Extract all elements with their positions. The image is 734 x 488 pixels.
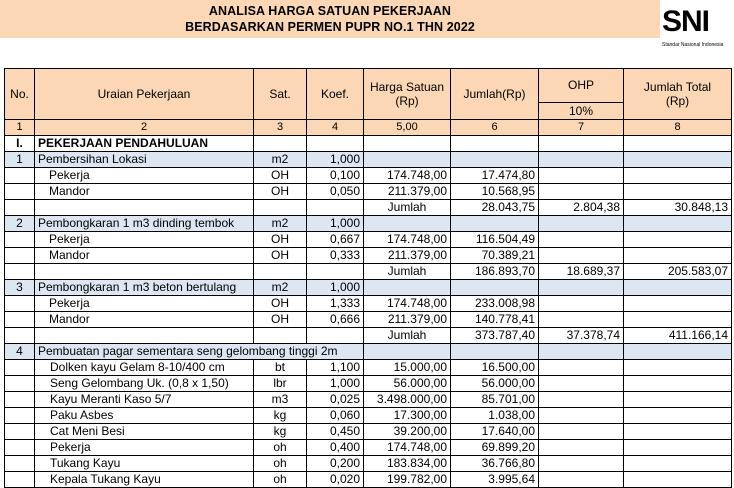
sni-logo-caption: Standar Nasional Indonesia (662, 42, 724, 48)
item-koef: 0,100 (307, 168, 364, 184)
group-sat: m2 (254, 216, 307, 232)
total-ohp: 2.804,38 (539, 200, 624, 216)
item-row (5, 392, 732, 408)
item-sat: OH (254, 312, 307, 328)
column-number: 6 (451, 120, 539, 136)
item-sat: OH (254, 168, 307, 184)
group-koef: 1,000 (307, 216, 364, 232)
item-sat: kg (254, 408, 307, 424)
item-jumlah: 116.504,49 (451, 232, 539, 248)
total-jumlah: 373.787,40 (451, 328, 539, 344)
total-label: Jumlah (364, 200, 451, 216)
total-jumlah: 186.893,70 (451, 264, 539, 280)
total-ohp: 18.689,37 (539, 264, 624, 280)
item-harga: 174.748,00 (364, 232, 451, 248)
header-no: No. (5, 69, 35, 120)
header-uraian: Uraian Pekerjaan (35, 69, 254, 120)
item-koef: 0,667 (307, 232, 364, 248)
total-row (5, 328, 732, 344)
group-label: Pembongkaran 1 m3 beton bertulang (35, 280, 254, 296)
group-row (5, 152, 732, 168)
item-harga: 211.379,00 (364, 184, 451, 200)
item-sat: m3 (254, 392, 307, 408)
item-label: Cat Meni Besi (35, 424, 254, 440)
item-row (5, 296, 732, 312)
item-label: Pekerja (35, 440, 254, 456)
item-label: Kayu Meranti Kaso 5/7 (35, 392, 254, 408)
group-sat: m2 (254, 280, 307, 296)
item-sat: oh (254, 472, 307, 488)
item-jumlah: 17.474,80 (451, 168, 539, 184)
item-label: Mandor (35, 184, 254, 200)
item-sat: OH (254, 248, 307, 264)
total-label: Jumlah (364, 328, 451, 344)
item-row (5, 232, 732, 248)
item-jumlah: 3.995,64 (451, 472, 539, 488)
group-koef: 1,000 (307, 280, 364, 296)
column-number: 4 (307, 120, 364, 136)
group-no: 4 (5, 344, 35, 360)
item-harga: 174.748,00 (364, 168, 451, 184)
header-harga: Harga Satuan (Rp) (364, 69, 451, 120)
total-grand: 30.848,13 (624, 200, 732, 216)
item-sat: OH (254, 232, 307, 248)
total-grand: 205.583,07 (624, 264, 732, 280)
column-number: 1 (5, 120, 35, 136)
item-koef: 0,025 (307, 392, 364, 408)
column-number: 7 (539, 120, 624, 136)
item-jumlah: 56.000,00 (451, 376, 539, 392)
header-total: Jumlah Total (Rp) (624, 69, 732, 120)
sni-logo-mark: SNI (662, 5, 710, 38)
item-jumlah: 140.778,41 (451, 312, 539, 328)
item-koef: 1,100 (307, 360, 364, 376)
item-koef: 0,400 (307, 440, 364, 456)
item-sat: OH (254, 184, 307, 200)
column-number: 2 (35, 120, 254, 136)
header-koef: Koef. (307, 69, 364, 120)
item-harga: 174.748,00 (364, 296, 451, 312)
item-harga: 56.000,00 (364, 376, 451, 392)
item-harga: 15.000,00 (364, 360, 451, 376)
total-jumlah: 28.043,75 (451, 200, 539, 216)
header-ohp-percent: 10% (539, 103, 624, 120)
item-jumlah: 16.500,00 (451, 360, 539, 376)
item-jumlah: 85.701,00 (451, 392, 539, 408)
section-no: I. (5, 136, 35, 152)
item-jumlah: 69.899,20 (451, 440, 539, 456)
item-harga: 211.379,00 (364, 312, 451, 328)
item-sat: oh (254, 456, 307, 472)
item-row (5, 376, 732, 392)
section-row (5, 136, 732, 152)
item-label: Mandor (35, 312, 254, 328)
item-row (5, 456, 732, 472)
group-label: Pembongkaran 1 m3 dinding tembok (35, 216, 254, 232)
group-row (5, 344, 732, 360)
item-jumlah: 1.038,00 (451, 408, 539, 424)
group-label: Pembersihan Lokasi (35, 152, 254, 168)
group-row (5, 280, 732, 296)
item-label: Tukang Kayu (35, 456, 254, 472)
item-row (5, 168, 732, 184)
item-jumlah: 17.640,00 (451, 424, 539, 440)
group-label: Pembuatan pagar sementara seng gelombang tinggi 2m (35, 344, 364, 360)
item-label: Pekerja (35, 296, 254, 312)
item-label: Pekerja (35, 232, 254, 248)
header-sat: Sat. (254, 69, 307, 120)
item-sat: lbr (254, 376, 307, 392)
item-koef: 0,050 (307, 184, 364, 200)
item-koef: 1,000 (307, 376, 364, 392)
column-number-row (5, 120, 732, 136)
item-harga: 199.782,00 (364, 472, 451, 488)
item-label: Paku Asbes (35, 408, 254, 424)
item-harga: 17.300,00 (364, 408, 451, 424)
item-label: Dolken kayu Gelam 8-10/400 cm (35, 360, 254, 376)
group-koef: 1,000 (307, 152, 364, 168)
item-label: Mandor (35, 248, 254, 264)
item-sat: kg (254, 424, 307, 440)
column-number: 5,00 (364, 120, 451, 136)
item-label: Kepala Tukang Kayu (35, 472, 254, 488)
header-jumlah: Jumlah(Rp) (451, 69, 539, 120)
item-row (5, 248, 732, 264)
group-no: 3 (5, 280, 35, 296)
item-row (5, 424, 732, 440)
item-sat: oh (254, 440, 307, 456)
item-harga: 183.834,00 (364, 456, 451, 472)
item-row (5, 312, 732, 328)
group-no: 1 (5, 152, 35, 168)
page-title: ANALISA HARGA SATUAN PEKERJAAN (208, 4, 452, 18)
total-row (5, 264, 732, 280)
item-row (5, 360, 732, 376)
analysis-table (4, 68, 732, 488)
item-koef: 0,060 (307, 408, 364, 424)
sni-logo (662, 6, 732, 50)
item-harga: 39.200,00 (364, 424, 451, 440)
group-no: 2 (5, 216, 35, 232)
column-number: 8 (624, 120, 732, 136)
item-label: Seng Gelombang Uk. (0,8 x 1,50) (35, 376, 254, 392)
item-koef: 0,666 (307, 312, 364, 328)
item-row (5, 472, 732, 488)
group-sat: m2 (254, 152, 307, 168)
total-row (5, 200, 732, 216)
item-sat: bt (254, 360, 307, 376)
total-ohp: 37.378,74 (539, 328, 624, 344)
item-jumlah: 10.568,95 (451, 184, 539, 200)
item-jumlah: 233.008,98 (451, 296, 539, 312)
item-koef: 0,200 (307, 456, 364, 472)
group-row (5, 216, 732, 232)
page-subtitle: BERDASARKAN PERMEN PUPR NO.1 THN 2022 (185, 20, 475, 34)
header-ohp: OHP (539, 69, 624, 103)
item-row (5, 440, 732, 456)
item-koef: 0,020 (307, 472, 364, 488)
item-jumlah: 36.766,80 (451, 456, 539, 472)
total-label: Jumlah (364, 264, 451, 280)
section-label: PEKERJAAN PENDAHULUAN (35, 136, 254, 152)
item-row (5, 408, 732, 424)
item-harga: 174.748,00 (364, 440, 451, 456)
item-row (5, 184, 732, 200)
total-grand: 411.166,14 (624, 328, 732, 344)
item-harga: 211.379,00 (364, 248, 451, 264)
item-harga: 3.498.000,00 (364, 392, 451, 408)
item-jumlah: 70.389,21 (451, 248, 539, 264)
item-label: Pekerja (35, 168, 254, 184)
item-sat: OH (254, 296, 307, 312)
item-koef: 0,450 (307, 424, 364, 440)
column-number: 3 (254, 120, 307, 136)
item-koef: 0,333 (307, 248, 364, 264)
item-koef: 1,333 (307, 296, 364, 312)
